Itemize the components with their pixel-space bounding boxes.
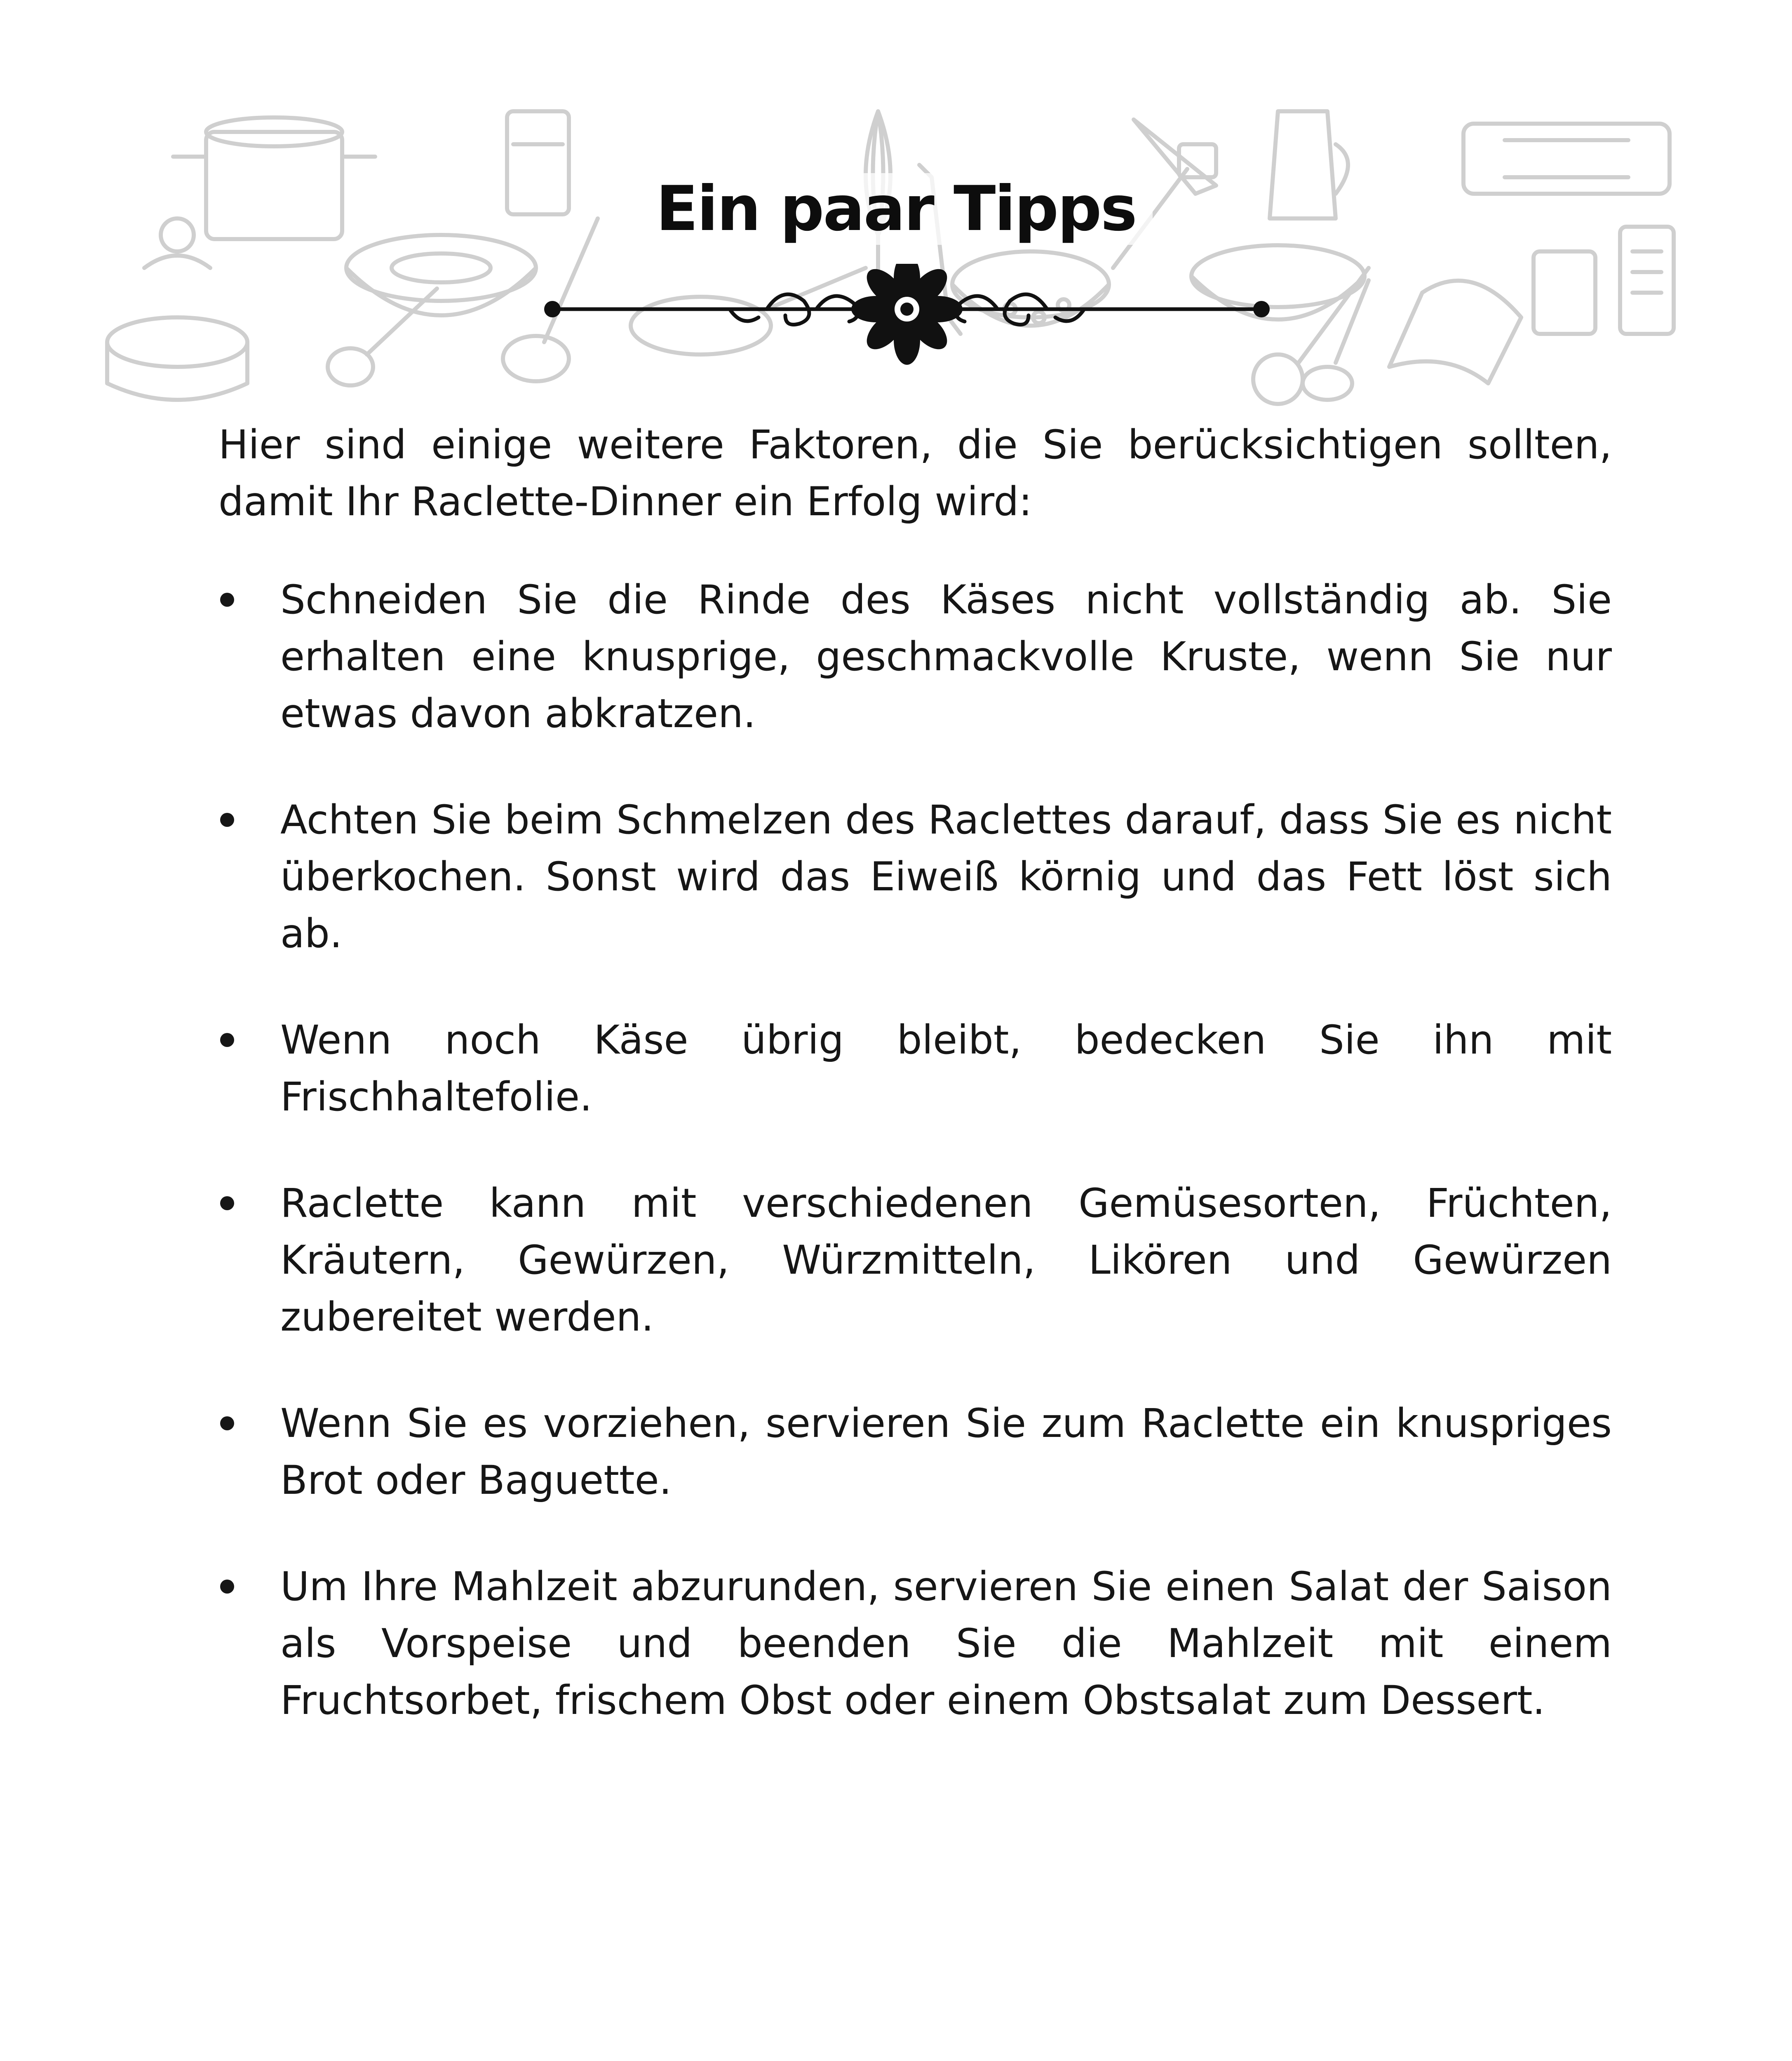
bullet-icon (220, 1580, 234, 1594)
tips-content (218, 416, 1612, 1778)
bullet-icon (220, 593, 234, 607)
bullet-icon (220, 1416, 234, 1430)
tip-text: Um Ihre Mahlzeit abzurunden, servieren Sie einen Salat der Saison als Vorspeise und beenden Sie die Mahlzeit mit einem Fruchtsorbet, frischem Obst oder einem Obstsalat zum Dessert. (280, 1563, 1612, 1723)
page-title (0, 173, 1792, 245)
tip-text: Raclette kann mit verschiedenen Gemüsesorten, Früchten, Kräutern, Gewürzen, Würzmitteln, Likören und Gewürzen zubereitet werden. (280, 1180, 1612, 1340)
list-item (218, 1175, 1612, 1345)
tips-list (218, 571, 1612, 1729)
tip-text: Achten Sie beim Schmelzen des Raclettes darauf, dass Sie es nicht überkochen. Sonst wird das Eiweiß körnig und das Fett löst sich ab. (280, 797, 1612, 957)
intro-paragraph: Hier sind einige weitere Faktoren, die Sie berücksichtigen sollten, damit Ihr Raclette-Dinner ein Erfolg wird: (218, 422, 1612, 525)
tip-text: Wenn Sie es vorziehen, servieren Sie zum Raclette ein knuspriges Brot oder Baguette. (280, 1400, 1612, 1503)
list-item (218, 791, 1612, 962)
flower-scroll-divider (536, 264, 1278, 371)
bullet-icon (220, 1196, 234, 1210)
list-item (218, 1395, 1612, 1509)
list-item (218, 1558, 1612, 1729)
tip-text: Wenn noch Käse übrig bleibt, bedecken Sie ihn mit Frischhaltefolie. (280, 1017, 1612, 1120)
list-item (218, 1012, 1612, 1125)
bullet-icon (220, 813, 234, 827)
bullet-icon (220, 1033, 234, 1047)
list-item (218, 571, 1612, 742)
flower-ornament-icon (536, 264, 1278, 371)
tip-text: Schneiden Sie die Rinde des Käses nicht vollständig ab. Sie erhalten eine knusprige, geschmackvolle Kruste, wenn Sie nur etwas davon abkratzen. (280, 577, 1612, 737)
page-title-text: Ein paar Tipps (639, 173, 1153, 245)
